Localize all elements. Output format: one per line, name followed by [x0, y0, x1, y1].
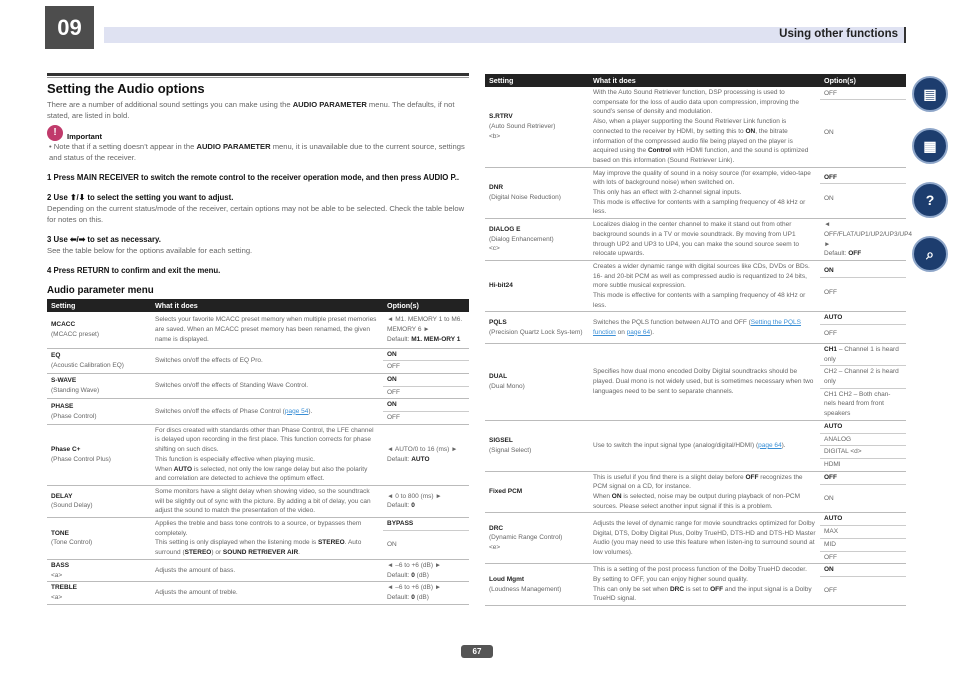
intro-text: There are a number of additional sound settings you can make using the AUDIO PARAMETER menu. The defaults, if not stated, are listed in bold. — [47, 100, 455, 120]
question-icon[interactable]: ? — [912, 182, 948, 218]
section-title: Using other functions — [779, 28, 898, 40]
table-row: S.RTRV (Auto Sound Retriever) <b> With the Auto Sound Retriever function, DSP processing is used to compensate for the loss of audio data upon compression, improving the sound’s sense of density and modulation. Also, when a player supporting the Sound Retriever Link function is connected to the receiver by HDMI, by setting this to ON, the bitrate information of the compressed audio file being played on the player is acquired using the Control with HDMI function, and the sound is optimized based on this information (Sound Retriever Link). OFF ON — [485, 87, 906, 167]
table-row: SIGSEL (Signal Select) Use to switch the input signal type (analog/digital/HDMI) (page 64). AUTO ANALOG DIGITAL <d> HDMI — [485, 420, 906, 471]
pqls-link[interactable]: Setting the PQLS function — [593, 318, 801, 336]
table-row: PQLS (Precision Quartz Lock Sys-tem) Switches the PQLS function between AUTO and OFF (Setting the PQLS function on page 64). AUTO OFF — [485, 312, 906, 343]
menu-heading: Audio parameter menu — [47, 285, 154, 296]
header-bar — [104, 27, 906, 43]
important-icon: ! — [47, 125, 63, 141]
table-row: DUAL (Dual Mono) Specifies how dual mono encoded Dolby Digital soundtracks should be played. Dual mono is not widely used, but is sometimes necessary when two languages need to be sent to separate channels. CH1 – Channel 1 is heard only CH2 – Channel 2 is heard only CH1 CH2 – Both chan-nels heard from front speakers — [485, 343, 906, 420]
table-row: PHASE (Phase Control) Switches on/off the effects of Phase Control (page 54). ON OFF — [47, 399, 469, 424]
audio-parameter-table-continued — [485, 74, 913, 606]
table-row: DELAY (Sound Delay) Some monitors have a slight delay when showing video, so the soundtrack will be slightly out of sync with the picture. By adding a bit of delay, you can adjust the sound to match the presentation of the video. ◄ 0 to 800 (ms) ► Default: 0 — [47, 485, 469, 517]
table-row: TREBLE <a> Adjusts the amount of treble. ◄ –6 to +6 (dB) ► Default: 0 (dB) — [47, 582, 469, 604]
table-row: Loud Mgmt (Loudness Management) This is a setting of the post process function of the Dolby TrueHD decoder. By setting to OFF, you can enjoy higher sound quality. This can only be set when DRC is set to OFF and the input signal is a Dolby TrueHD signal. ON OFF — [485, 564, 906, 606]
table-header: Setting What it does Option(s) — [485, 74, 906, 87]
search-icon[interactable]: ⌕ — [912, 236, 948, 272]
step-2: 2 Use ⬆/⬇ to select the setting you want to adjust. — [47, 193, 234, 202]
book-icon[interactable]: ▤ — [912, 76, 948, 112]
table-header: Setting What it does Option(s) — [47, 299, 469, 312]
right-column — [485, 74, 913, 606]
table-row: MCACC (MCACC preset) Selects your favorite MCACC preset memory when multiple preset memories are saved. When an MCACC preset memory has been renamed, the given name is displayed. ◄ M1. MEMORY 1 to M6. MEMORY 6 ► Default: M1. MEM-ORY 1 — [47, 312, 469, 348]
table-row: S-WAVE (Standing Wave) Switches on/off the effects of Standing Wave Control. ON OFF — [47, 373, 469, 398]
step-1: 1 Press MAIN RECEIVER to switch the remote control to the receiver operation mode, and then press AUDIO P.. — [47, 173, 460, 182]
page-link[interactable]: page 64 — [758, 441, 782, 449]
audio-parameter-table — [47, 299, 469, 605]
table-row: Phase C+ (Phase Control Plus) For discs created with standards other than Phase Control, the LFE channel is delayed upon recording in the first place. This function corrects for phase shifting on such discs. This function is especially effective when playing music. When AUTO is selected, not only the low range delay but also the polarity and correlation are detected to achieve the optimum effect. ◄ AUTO/0 to 16 (ms) ► Default: AUTO — [47, 424, 469, 485]
step-3-note: See the table below for the options available for each setting. — [47, 246, 253, 255]
chapter-number: 09 — [45, 6, 94, 49]
important-text: • Note that if a setting doesn’t appear in the AUDIO PARAMETER menu, it is unavailable due to the current source, settings and status of the receiver. — [49, 142, 465, 162]
table-row: DIALOG E (Dialog Enhancement) <c> Localizes dialog in the center channel to make it stand out from other background sounds in a TV or movie soundtrack. By moving from UP1 through UP2 and UP3 to UP4, you can make the sound source seem to relocate upwards. ◄ OFF/FLAT/UP1/UP2/UP3/UP4 ► Default: OFF — [485, 219, 906, 261]
left-column — [47, 73, 469, 605]
page-title: Setting the Audio options — [47, 81, 205, 96]
table-row: DNR (Digital Noise Reduction) May improve the quality of sound in a noisy source (for example, video-tape with lots of background noise) when switched on. This only has an effect with 2-channel signal inputs. This mode is effective for contents with a sampling frequency of 48 kHz or less. OFF ON — [485, 167, 906, 219]
page-link[interactable]: page 54 — [284, 407, 309, 415]
table-row: DRC (Dynamic Range Control) <e> Adjusts the level of dynamic range for movie soundtracks optimized for Dolby Digital, DTS, Dolby Digital Plus, Dolby TrueHD, DTS-HD and DTS-HD Master Audio (you may need to use this feature when listen-ing to surround sound at low volumes). AUTO MAX MID OFF — [485, 513, 906, 564]
step-2-note: Depending on the current status/mode of the receiver, certain options may not be able to be selected. Check the table below for notes on this. — [47, 204, 465, 224]
page-link[interactable]: page 64 — [626, 328, 651, 336]
title-rule — [47, 73, 469, 78]
table-row: Fixed PCM This is useful if you find there is a slight delay before OFF recognizes the PCM signal on a CD, for instance. When ON is selected, noise may be output during playback of non-PCM sources. Please select another input signal if this is a problem. OFF ON — [485, 471, 906, 513]
table-row: TONE (Tone Control) Applies the treble and bass tone controls to a source, or bypasses them completely. This setting is only displayed when the listening mode is STEREO. Auto surround (STEREO) or SOUND RETRIEVER AIR. BYPASS ON — [47, 518, 469, 560]
table-row: BASS <a> Adjusts the amount of bass. ◄ –6 to +6 (dB) ► Default: 0 (dB) — [47, 559, 469, 581]
page-number: 67 — [461, 645, 493, 658]
step-3: 3 Use ⬅/➡ to set as necessary. — [47, 235, 161, 244]
important-note: ! Important — [47, 125, 469, 141]
step-4: 4 Press RETURN to confirm and exit the menu. — [47, 266, 221, 275]
table-row: Hi-bit24 Creates a wider dynamic range with digital sources like CDs, DVDs or BDs. 16- and 20-bit PCM as well as compressed audio is requantized to 24 bits, more subtle musical expression. This mode is effective for contents with a sampling frequency of 48 kHz or less. ON OFF — [485, 260, 906, 312]
table-row: EQ (Acoustic Calibration EQ) Switches on/off the effects of EQ Pro. ON OFF — [47, 348, 469, 373]
remote-icon[interactable]: ▦ — [912, 128, 948, 164]
